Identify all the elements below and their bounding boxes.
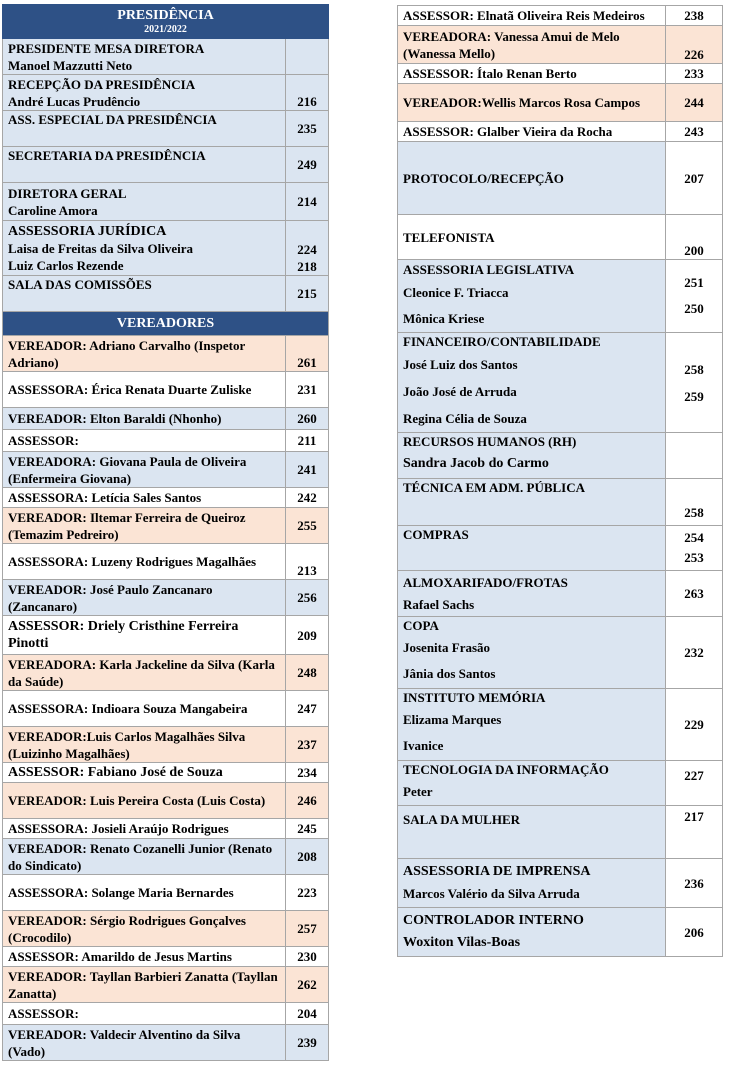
- row-title: ASS. ESPECIAL DA PRESIDÊNCIA: [8, 112, 217, 127]
- table-row: [398, 260, 723, 333]
- table-row: [3, 839, 329, 875]
- row-text: ASSESSOR: Elnatã Oliveira Reis Medeiros: [398, 6, 666, 26]
- extension: 244: [666, 84, 723, 122]
- extension: 253: [684, 550, 704, 565]
- row-person: Caroline Amora: [8, 202, 98, 218]
- table-row: [3, 616, 329, 655]
- extension: 260: [286, 408, 329, 430]
- row-text: VEREADOR: Adriano Carvalho (Inspetor Adriano): [3, 336, 286, 372]
- extension: 231: [286, 372, 329, 408]
- extension: 232: [666, 617, 723, 689]
- row-title: SALA DA MULHER: [403, 812, 521, 827]
- extension: 245: [286, 819, 329, 839]
- row-person: Regina Célia de Souza: [403, 411, 527, 426]
- table-row: [3, 111, 329, 147]
- row-person: Jânia dos Santos: [403, 666, 496, 681]
- row-title: SECRETARIA DA PRESIDÊNCIA: [8, 148, 206, 163]
- row-text: VEREADORA: Karla Jackeline da Silva (Karla da Saúde): [3, 655, 286, 691]
- table-row: [398, 571, 723, 617]
- table-row: [3, 221, 329, 276]
- table-row: [3, 336, 329, 372]
- extension: 236: [666, 859, 723, 908]
- row-person: Cleonice F. Triacca: [403, 285, 509, 300]
- extension: 209: [286, 616, 329, 655]
- right-directory-table: [397, 5, 723, 957]
- extension: 208: [286, 839, 329, 875]
- row-text: VEREADOR: Renato Cozanelli Junior (Renato do Sindicato): [3, 839, 286, 875]
- extension: 258: [684, 361, 704, 377]
- extension: 251: [684, 275, 704, 290]
- table-row: [3, 1025, 329, 1061]
- row-text: VEREADOR:Wellis Marcos Rosa Campos: [398, 84, 666, 122]
- row-title: TELEFONISTA: [398, 215, 666, 260]
- row-title: COMPRAS: [403, 527, 469, 542]
- vereadores-header: VEREADORES: [3, 312, 329, 336]
- extension: 254: [684, 530, 704, 545]
- extension: 243: [666, 122, 723, 142]
- extension: 223: [286, 875, 329, 911]
- row-person: Josenita Frasão: [403, 640, 491, 655]
- extension: 213: [286, 544, 329, 580]
- extension: 226: [666, 26, 723, 64]
- table-row: [398, 142, 723, 215]
- row-title: ALMOXARIFADO/FROTAS: [403, 574, 568, 590]
- table-row: [3, 655, 329, 691]
- extension: 261: [286, 336, 329, 372]
- row-text: VEREADOR: Elton Baraldi (Nhonho): [3, 408, 286, 430]
- table-row: [398, 689, 723, 761]
- table-row: [398, 617, 723, 689]
- extension: 237: [286, 727, 329, 763]
- extension: 207: [666, 142, 723, 215]
- row-title: COPA: [403, 618, 439, 633]
- row-title: PRESIDENTE MESA DIRETORA: [8, 40, 205, 56]
- table-row: [398, 526, 723, 571]
- row-person: Ivanice: [403, 738, 444, 753]
- extension: 200: [666, 215, 723, 260]
- row-person: Peter: [403, 784, 433, 799]
- table-row: [3, 147, 329, 183]
- row-person: João José de Arruda: [403, 384, 517, 399]
- row-title: RECEPÇÃO DA PRESIDÊNCIA: [8, 76, 196, 92]
- row-text: ASSESSORA: Josieli Araújo Rodrigues: [3, 819, 286, 839]
- row-title: PROTOCOLO/RECEPÇÃO: [398, 142, 666, 215]
- row-person: Sandra Jacob do Carmo: [403, 456, 549, 471]
- extension: 215: [286, 276, 329, 312]
- row-text: VEREADORA: Giovana Paula de Oliveira (Enfermeira Giovana): [3, 452, 286, 488]
- table-row: [398, 6, 723, 26]
- row-person: Luiz Carlos Rezende: [8, 257, 124, 273]
- row-title: FINANCEIRO/CONTABILIDADE: [403, 334, 601, 349]
- row-text: VEREADORA: Vanessa Amui de Melo (Wanessa Mello): [398, 26, 666, 64]
- row-text: VEREADOR: Sérgio Rodrigues Gonçalves (Crocodilo): [3, 911, 286, 947]
- row-title: RECURSOS HUMANOS (RH): [403, 434, 577, 449]
- row-text: ASSESSORA: Letícia Sales Santos: [3, 488, 286, 508]
- presidencia-title: PRESIDÊNCIA: [117, 8, 214, 23]
- extension: 227: [666, 761, 723, 806]
- row-title: ASSESSORIA DE IMPRENSA: [403, 864, 591, 879]
- extension: 257: [286, 911, 329, 947]
- extension: 230: [286, 947, 329, 967]
- extension: 211: [286, 430, 329, 452]
- extension: 241: [286, 452, 329, 488]
- extension: 217: [666, 806, 723, 859]
- table-row: [3, 75, 329, 111]
- row-text: VEREADOR: José Paulo Zancanaro (Zancanaro): [3, 580, 286, 616]
- row-text: ASSESSOR: Glalber Vieira da Rocha: [398, 122, 666, 142]
- extension: 255: [286, 508, 329, 544]
- extension: 218: [297, 259, 317, 274]
- presidencia-subtitle: 2021/2022: [144, 24, 187, 35]
- extension: 248: [286, 655, 329, 691]
- table-row: [3, 1003, 329, 1025]
- row-title: TÉCNICA EM ADM. PÚBLICA: [403, 480, 586, 495]
- extension: 242: [286, 488, 329, 508]
- extension: 247: [286, 691, 329, 727]
- row-title: ASSESSORIA LEGISLATIVA: [403, 262, 575, 277]
- table-row: [3, 763, 329, 783]
- row-text: VEREADOR:Luis Carlos Magalhães Silva (Luizinho Magalhães): [3, 727, 286, 763]
- table-row: [3, 783, 329, 819]
- extension: 258: [666, 479, 723, 526]
- table-row: [398, 122, 723, 142]
- table-row: [3, 911, 329, 947]
- extension: 249: [286, 147, 329, 183]
- row-person: Elizama Marques: [403, 712, 502, 727]
- extension: 262: [286, 967, 329, 1003]
- row-text: ASSESSORA: Érica Renata Duarte Zuliske: [3, 372, 286, 408]
- left-directory-table: [2, 4, 329, 1061]
- table-row: [3, 430, 329, 452]
- row-text: ASSESSOR:: [3, 1003, 286, 1025]
- extension: 235: [286, 111, 329, 147]
- table-row: [398, 908, 723, 957]
- table-row: [3, 39, 329, 75]
- row-text: VEREADOR: Valdecir Alventino da Silva (Vado): [3, 1025, 286, 1061]
- row-text: ASSESSORA: Indioara Souza Mangabeira: [3, 691, 286, 727]
- table-row: [3, 183, 329, 221]
- extension: 233: [666, 64, 723, 84]
- table-row: [3, 372, 329, 408]
- row-text: VEREADOR: Tayllan Barbieri Zanatta (Tayllan Zanatta): [3, 967, 286, 1003]
- row-text: ASSESSOR: Amarildo de Jesus Martins: [3, 947, 286, 967]
- extension: 239: [286, 1025, 329, 1061]
- extension: 246: [286, 783, 329, 819]
- row-person: André Lucas Prudêncio: [8, 93, 141, 109]
- row-person: Rafael Sachs: [403, 596, 475, 612]
- table-row: [398, 859, 723, 908]
- row-text: ASSESSORA: Luzeny Rodrigues Magalhães: [3, 544, 286, 580]
- table-row: [398, 64, 723, 84]
- table-row: [398, 26, 723, 64]
- extension: 204: [286, 1003, 329, 1025]
- table-row: [3, 819, 329, 839]
- table-row: [3, 727, 329, 763]
- extension: 263: [666, 571, 723, 617]
- table-row: [3, 967, 329, 1003]
- row-text: VEREADOR: Luis Pereira Costa (Luis Costa): [3, 783, 286, 819]
- table-row: [3, 947, 329, 967]
- row-title: INSTITUTO MEMÓRIA: [403, 690, 546, 705]
- extension: 216: [286, 75, 329, 111]
- table-row: [398, 215, 723, 260]
- table-row: [398, 84, 723, 122]
- row-title: SALA DAS COMISSÕES: [8, 277, 152, 292]
- row-title: TECNOLOGIA DA INFORMAÇÃO: [403, 762, 609, 777]
- extension: 259: [684, 388, 704, 404]
- row-text: ASSESSOR: Fabiano José de Souza: [3, 763, 286, 783]
- row-title: DIRETORA GERAL: [8, 185, 127, 201]
- row-text: VEREADOR: Iltemar Ferreira de Queiroz (Temazim Pedreiro): [3, 508, 286, 544]
- row-person: Marcos Valério da Silva Arruda: [403, 886, 580, 901]
- table-row: [3, 408, 329, 430]
- row-person: Manoel Mazzutti Neto: [8, 57, 133, 73]
- row-text: ASSESSOR:: [3, 430, 286, 452]
- presidencia-header: [3, 5, 329, 39]
- row-text: ASSESSOR: Ítalo Renan Berto: [398, 64, 666, 84]
- table-row: [3, 276, 329, 312]
- table-row: [3, 508, 329, 544]
- row-text: ASSESSORA: Solange Maria Bernardes: [3, 875, 286, 911]
- row-person: Woxiton Vilas-Boas: [403, 935, 521, 950]
- table-row: [3, 452, 329, 488]
- extension: 238: [666, 6, 723, 26]
- row-person: Mônica Kriese: [403, 311, 485, 326]
- table-row: [3, 691, 329, 727]
- row-text: ASSESSOR: Driely Cristhine Ferreira Pinotti: [3, 616, 286, 655]
- extension: [286, 39, 329, 75]
- table-row: [398, 806, 723, 859]
- row-person: José Luiz dos Santos: [403, 357, 518, 372]
- table-row: [3, 488, 329, 508]
- extension: 214: [286, 183, 329, 221]
- extension: 224: [297, 242, 317, 257]
- table-row: [3, 544, 329, 580]
- table-row: [3, 875, 329, 911]
- extension: 229: [666, 689, 723, 761]
- extension: 256: [286, 580, 329, 616]
- extension: 250: [684, 301, 704, 316]
- table-row: [3, 580, 329, 616]
- extension: 234: [286, 763, 329, 783]
- table-row: [398, 479, 723, 526]
- extension: 206: [666, 908, 723, 957]
- extension: [666, 433, 723, 479]
- row-person: Laisa de Freitas da Silva Oliveira: [8, 240, 194, 256]
- row-title: ASSESSORIA JURÍDICA: [8, 223, 167, 239]
- row-title: CONTROLADOR INTERNO: [403, 913, 584, 928]
- table-row: [398, 761, 723, 806]
- table-row: [398, 333, 723, 433]
- table-row: [398, 433, 723, 479]
